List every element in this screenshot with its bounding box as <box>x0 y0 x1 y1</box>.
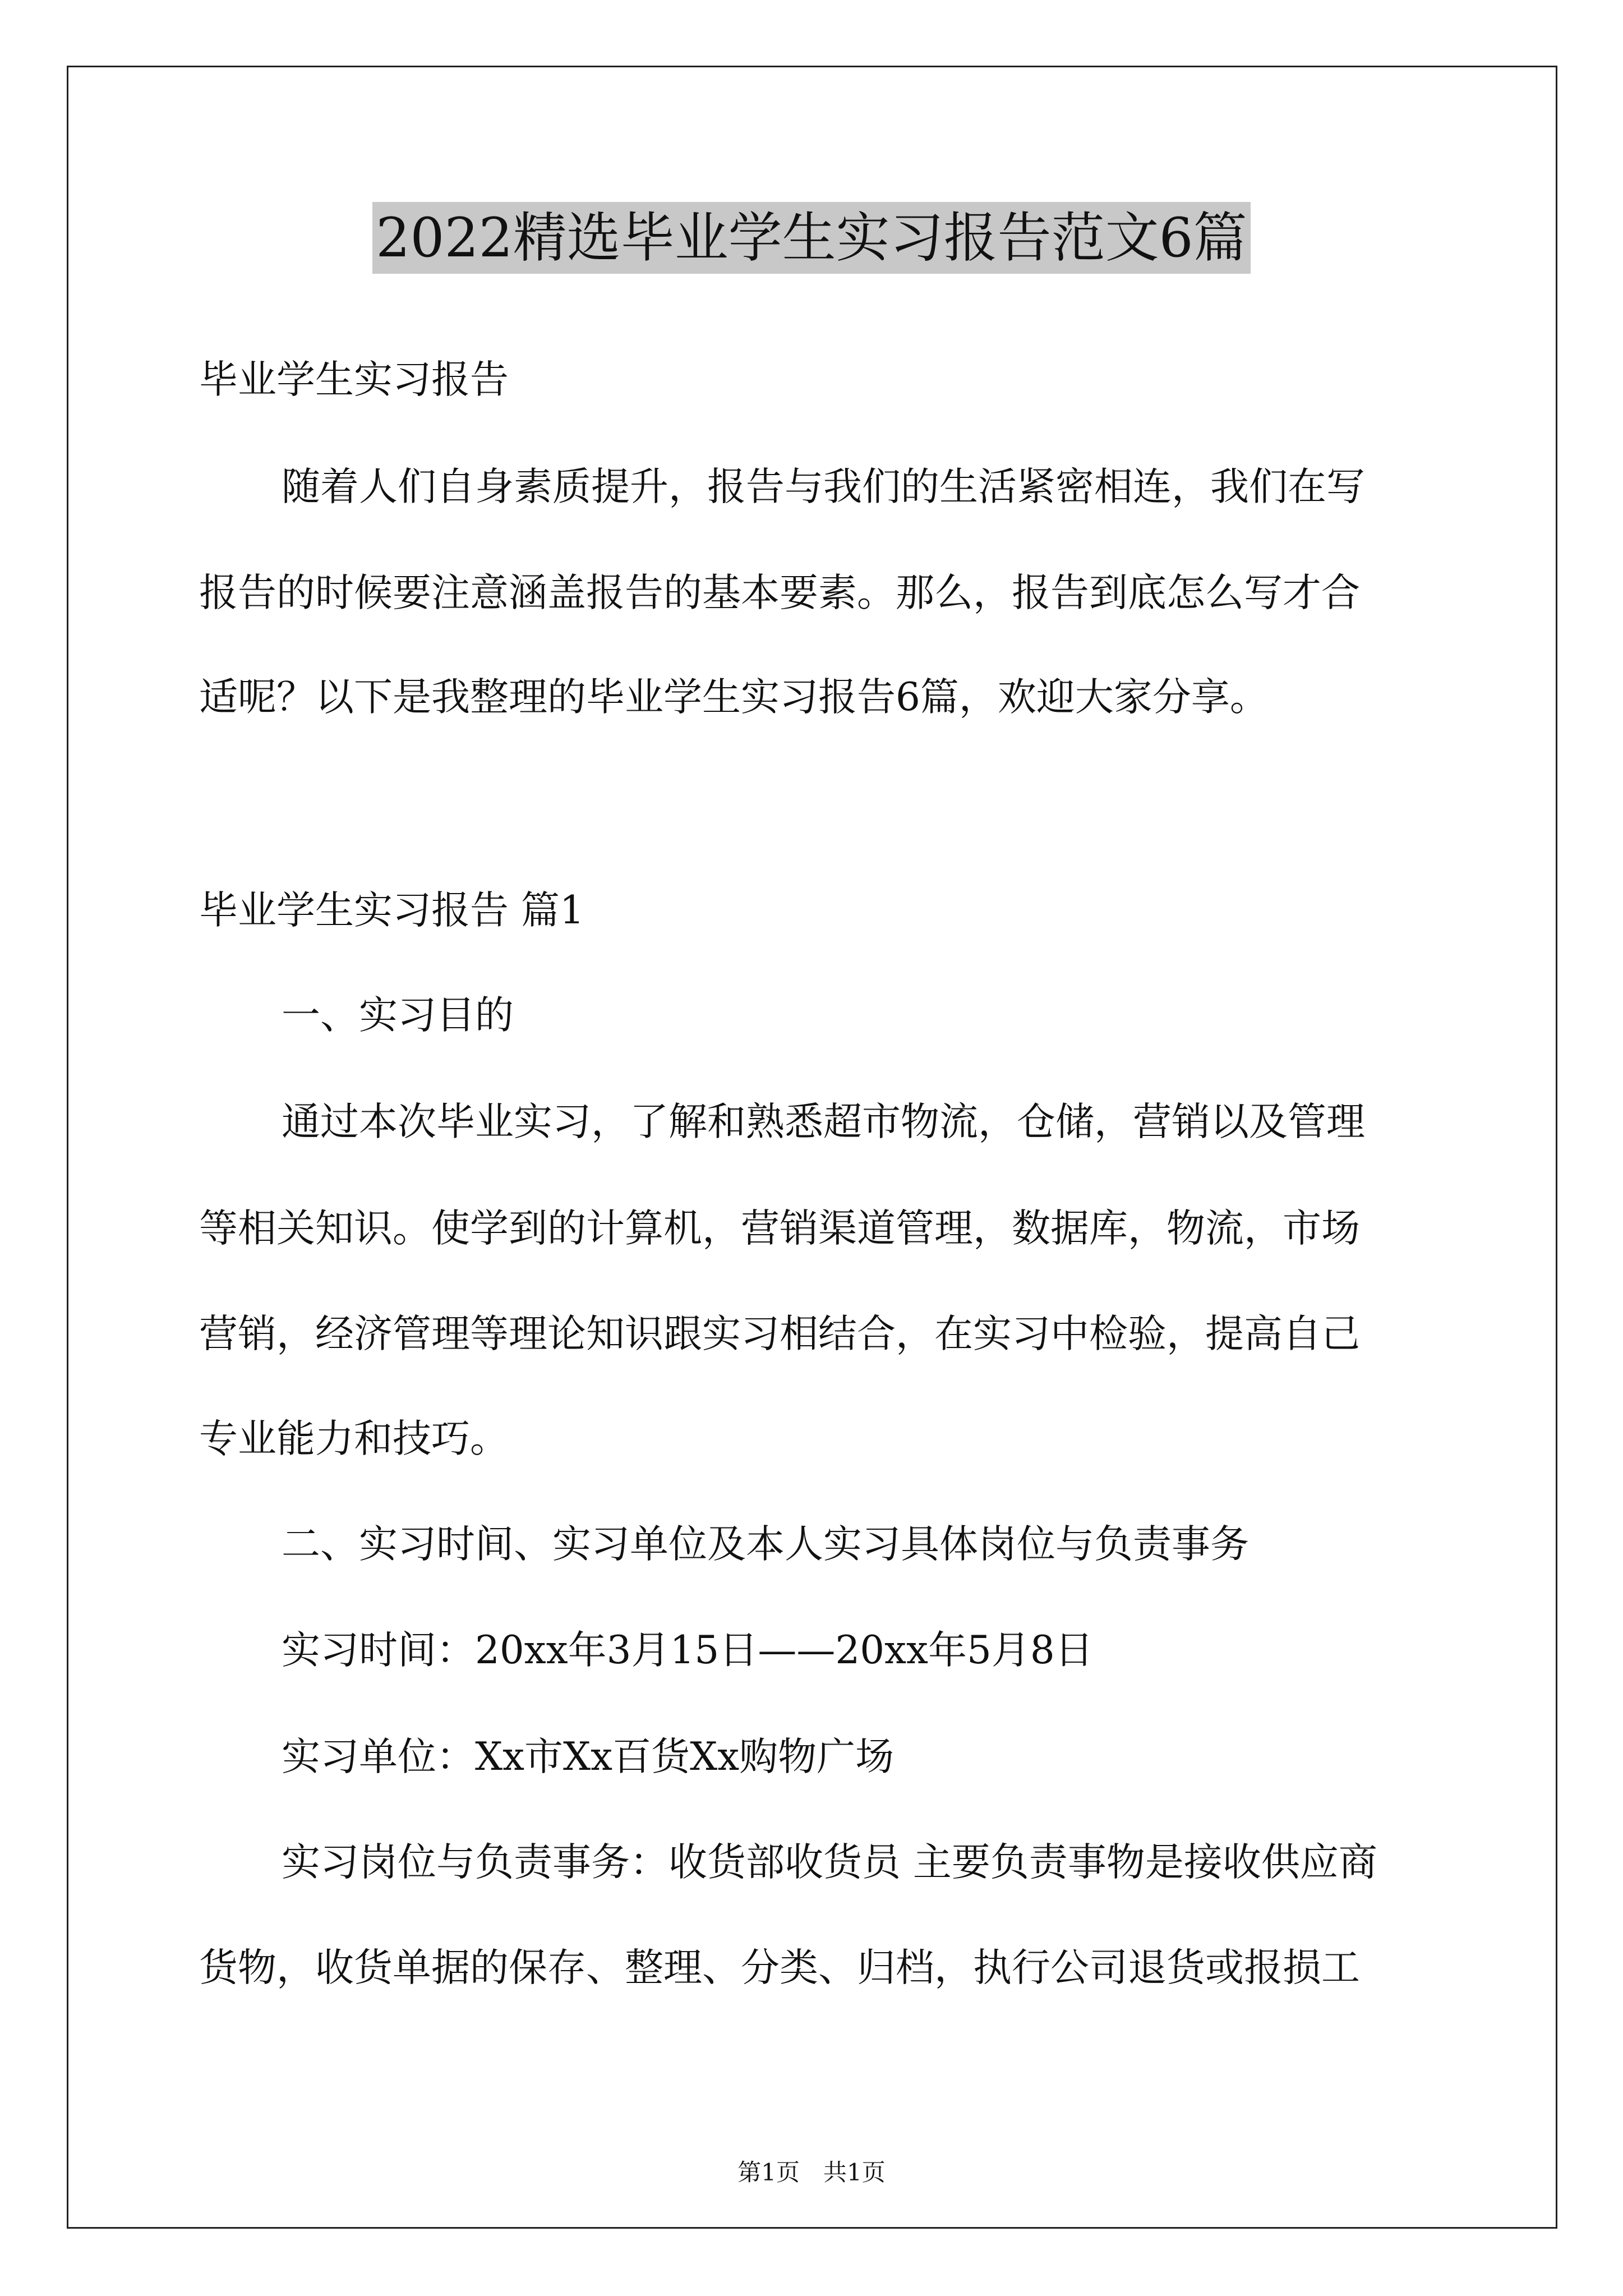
paragraph-line: 实习时间：20xx年3月15日——20xx年5月8日 <box>282 1628 1094 1673</box>
paragraph-line: 实习单位：Xx市Xx百货Xx购物广场 <box>282 1734 895 1779</box>
paragraph-line: 营销，经济管理等理论知识跟实习相结合，在实习中检验，提高自己 <box>199 1312 1360 1356</box>
paragraph-line: 实习岗位与负责事务：收货部收货员 主要负责事物是接收供应商 <box>282 1840 1377 1885</box>
paragraph-line: 适呢？以下是我整理的毕业学生实习报告6篇，欢迎大家分享。 <box>199 675 1269 720</box>
page-footer: 第1页 共1页 <box>737 2159 886 2186</box>
paragraph-line: 等相关知识。使学到的计算机，营销渠道管理，数据库，物流，市场 <box>199 1206 1360 1251</box>
document-title: 2022精选毕业学生实习报告范文6篇 <box>372 202 1250 274</box>
subheading: 二、实习时间、实习单位及本人实习具体岗位与负责事务 <box>282 1522 1249 1567</box>
section-heading: 毕业学生实习报告 篇1 <box>199 888 584 933</box>
paragraph-line: 专业能力和技巧。 <box>199 1416 509 1461</box>
section-heading: 毕业学生实习报告 <box>199 357 509 402</box>
paragraph-line: 货物，收货单据的保存、整理、分类、归档，执行公司退货或报损工 <box>199 1945 1360 1990</box>
paragraph-line: 随着人们自身素质提升，报告与我们的生活紧密相连，我们在写 <box>282 464 1365 509</box>
paragraph-line: 通过本次毕业实习，了解和熟悉超市物流，仓储，营销以及管理 <box>282 1099 1365 1144</box>
subheading: 一、实习目的 <box>282 993 514 1038</box>
title-container <box>0 202 1623 274</box>
paragraph-line: 报告的时候要注意涵盖报告的基本要素。那么，报告到底怎么写才合 <box>199 570 1360 615</box>
